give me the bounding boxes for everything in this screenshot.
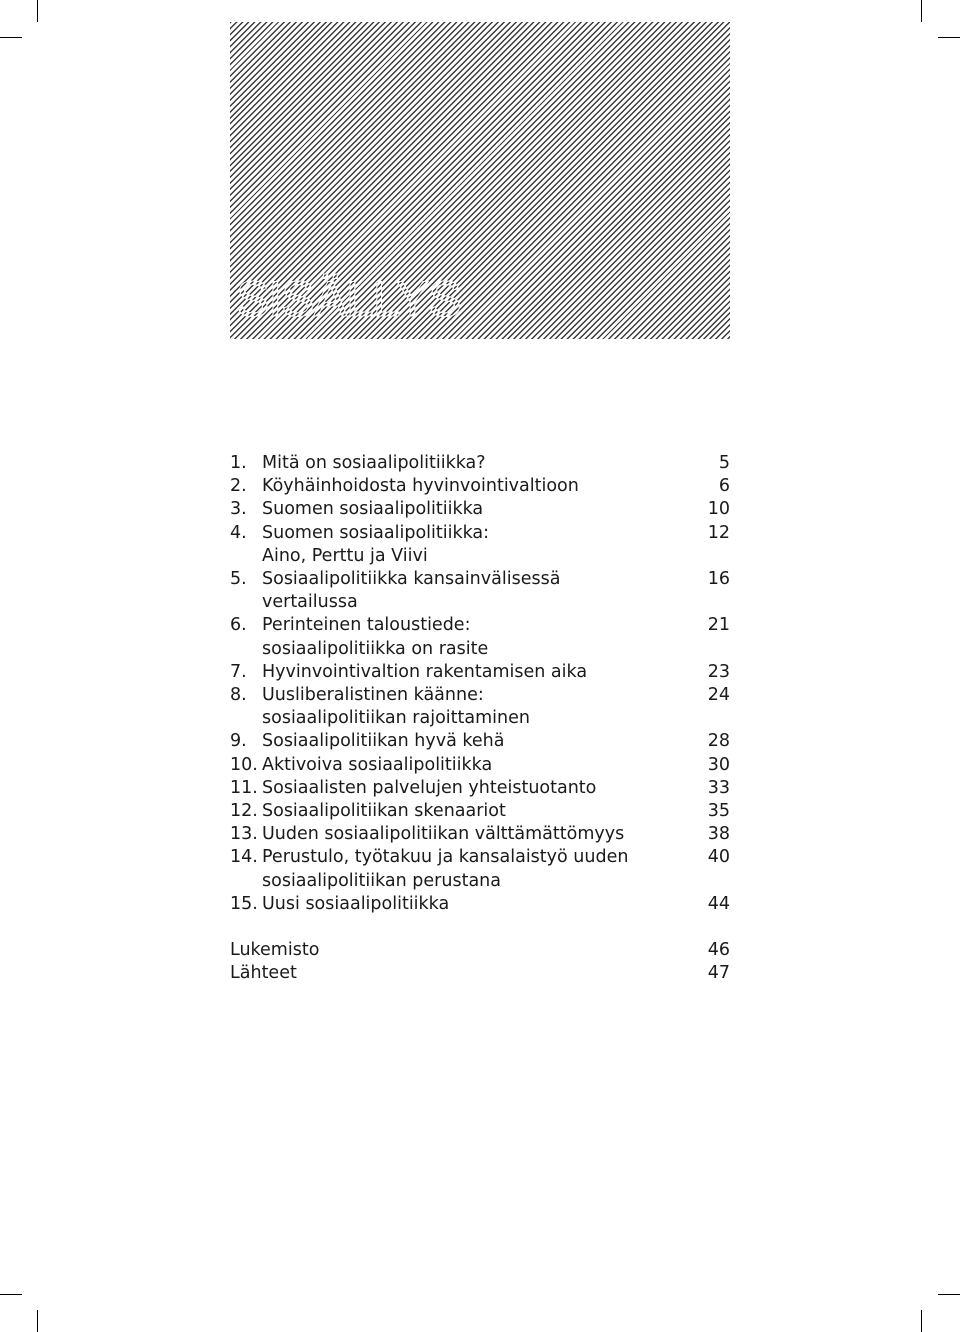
toc-entry-title-line: sosiaalipolitiikan perustana <box>262 870 501 891</box>
toc-entry-title <box>262 730 680 753</box>
toc-entry-title <box>262 754 680 777</box>
crop-mark-bottom-right-h <box>938 1294 960 1295</box>
toc-entry-number: 1. <box>230 453 247 473</box>
toc-extra-entry <box>230 962 730 985</box>
toc-entry-title-line: Perustulo, työtakuu ja kansalaistyö uuden <box>262 847 629 868</box>
toc-entry-page: 23 <box>707 661 730 682</box>
crop-mark-bottom-left-v <box>37 1310 38 1332</box>
toc-entry-title <box>262 661 680 684</box>
crop-mark-top-right-v <box>921 0 922 22</box>
toc-entry <box>230 475 730 498</box>
toc-extra-page: 46 <box>707 940 730 961</box>
toc-entry-page: 16 <box>707 569 730 590</box>
toc-entry <box>230 800 730 823</box>
toc-entry-title <box>262 568 680 614</box>
toc-entry-title-line: Aktivoiva sosiaalipolitiikka <box>262 754 493 775</box>
toc-entry-title <box>262 522 680 568</box>
toc-entry <box>230 661 730 684</box>
toc-entry-title-line: vertailussa <box>262 592 358 613</box>
toc-entry-title <box>262 498 680 521</box>
toc-entry-number: 15. <box>230 893 258 914</box>
toc-entry <box>230 777 730 800</box>
toc-extra-entry <box>230 939 730 962</box>
toc-entry-title-line: Sosiaalipolitiikka kansainvälisessä <box>262 569 561 590</box>
toc-entry-number: 3. <box>230 499 247 520</box>
toc-entry <box>230 730 730 753</box>
toc-entry-number: 11. <box>230 777 258 798</box>
table-of-contents <box>230 452 730 985</box>
toc-entry <box>230 846 730 892</box>
toc-entry-title <box>262 823 680 846</box>
toc-extra-page: 47 <box>707 963 730 984</box>
toc-entry-title <box>262 452 680 475</box>
toc-entry-page: 40 <box>707 847 730 868</box>
toc-entry <box>230 893 730 916</box>
toc-extra-title: Lähteet <box>230 963 297 984</box>
toc-entry-page: 12 <box>707 522 730 543</box>
toc-entry-number: 13. <box>230 824 258 845</box>
crop-mark-bottom-right-v <box>921 1310 922 1332</box>
toc-entry <box>230 498 730 521</box>
toc-entry-page: 30 <box>707 754 730 775</box>
toc-entry-number: 8. <box>230 685 247 706</box>
toc-entry-page: 24 <box>707 685 730 706</box>
toc-entry-page: 35 <box>707 801 730 822</box>
toc-entry-title-line: Sosiaalipolitiikan hyvä kehä <box>262 731 505 752</box>
toc-entry-title-line: Uusliberalistinen käänne: <box>262 685 484 706</box>
toc-entry <box>230 568 730 614</box>
toc-entry-page: 33 <box>707 777 730 798</box>
toc-entry-number: 10. <box>230 754 258 775</box>
toc-entry-number: 9. <box>230 731 247 752</box>
toc-entry <box>230 823 730 846</box>
toc-entry-number: 12. <box>230 801 258 822</box>
page-title <box>236 271 461 327</box>
toc-entry-title-line: sosiaalipolitiikka on rasite <box>262 638 489 659</box>
toc-entry <box>230 684 730 730</box>
toc-entry <box>230 452 730 475</box>
toc-entry-title-line: Uuden sosiaalipolitiikan välttämättömyys <box>262 824 625 845</box>
toc-entry-page: 28 <box>707 731 730 752</box>
toc-entry-title-line: Aino, Perttu ja Viivi <box>262 545 428 566</box>
toc-entry-title-line: Sosiaalisten palvelujen yhteistuotanto <box>262 777 597 798</box>
toc-entry-page: 10 <box>707 499 730 520</box>
toc-spacer <box>230 916 730 939</box>
toc-entry-page: 6 <box>718 476 730 497</box>
toc-entry-number: 7. <box>230 661 247 682</box>
crop-mark-top-right-h <box>938 37 960 38</box>
toc-entry-page: 44 <box>707 893 730 914</box>
toc-entry-title <box>262 777 680 800</box>
toc-entry <box>230 614 730 660</box>
toc-entry-title-line: Uusi sosiaalipolitiikka <box>262 893 450 914</box>
toc-entry <box>230 754 730 777</box>
page-title-text: SISÄLLYS <box>236 271 461 327</box>
toc-entry-title <box>262 614 680 660</box>
toc-entry-title-line: Suomen sosiaalipolitiikka <box>262 499 484 520</box>
toc-entry-title <box>262 684 680 730</box>
toc-entry-title <box>262 800 680 823</box>
toc-entry-title-line: sosiaalipolitiikan rajoittaminen <box>262 708 530 729</box>
crop-mark-top-left-h <box>0 37 22 38</box>
crop-mark-bottom-left-h <box>0 1294 22 1295</box>
toc-entry-title <box>262 846 680 892</box>
toc-entry-title-line: Hyvinvointivaltion rakentamisen aika <box>262 661 588 682</box>
toc-entry-number: 6. <box>230 615 247 636</box>
toc-entry-title-line: Suomen sosiaalipolitiikka: <box>262 522 490 543</box>
crop-mark-top-left-v <box>37 0 38 22</box>
toc-entry-number: 4. <box>230 522 247 543</box>
toc-extra-title: Lukemisto <box>230 940 320 961</box>
toc-entry-title-line: Köyhäinhoidosta hyvinvointivaltioon <box>262 476 579 497</box>
toc-entry-title <box>262 893 680 916</box>
toc-entry-page: 5 <box>718 453 730 473</box>
toc-entry <box>230 522 730 568</box>
toc-entry-title-line: Sosiaalipolitiikan skenaariot <box>262 801 506 822</box>
toc-entry-page: 38 <box>707 824 730 845</box>
toc-entry-number: 14. <box>230 847 258 868</box>
toc-entry-title-line: Perinteinen taloustiede: <box>262 615 471 636</box>
toc-entry-page: 21 <box>707 615 730 636</box>
toc-entry-number: 2. <box>230 476 247 497</box>
toc-entry-number: 5. <box>230 569 247 590</box>
toc-entry-title-line: Mitä on sosiaalipolitiikka? <box>262 453 486 473</box>
hatched-header-block <box>230 22 730 339</box>
toc-entry-title <box>262 475 680 498</box>
